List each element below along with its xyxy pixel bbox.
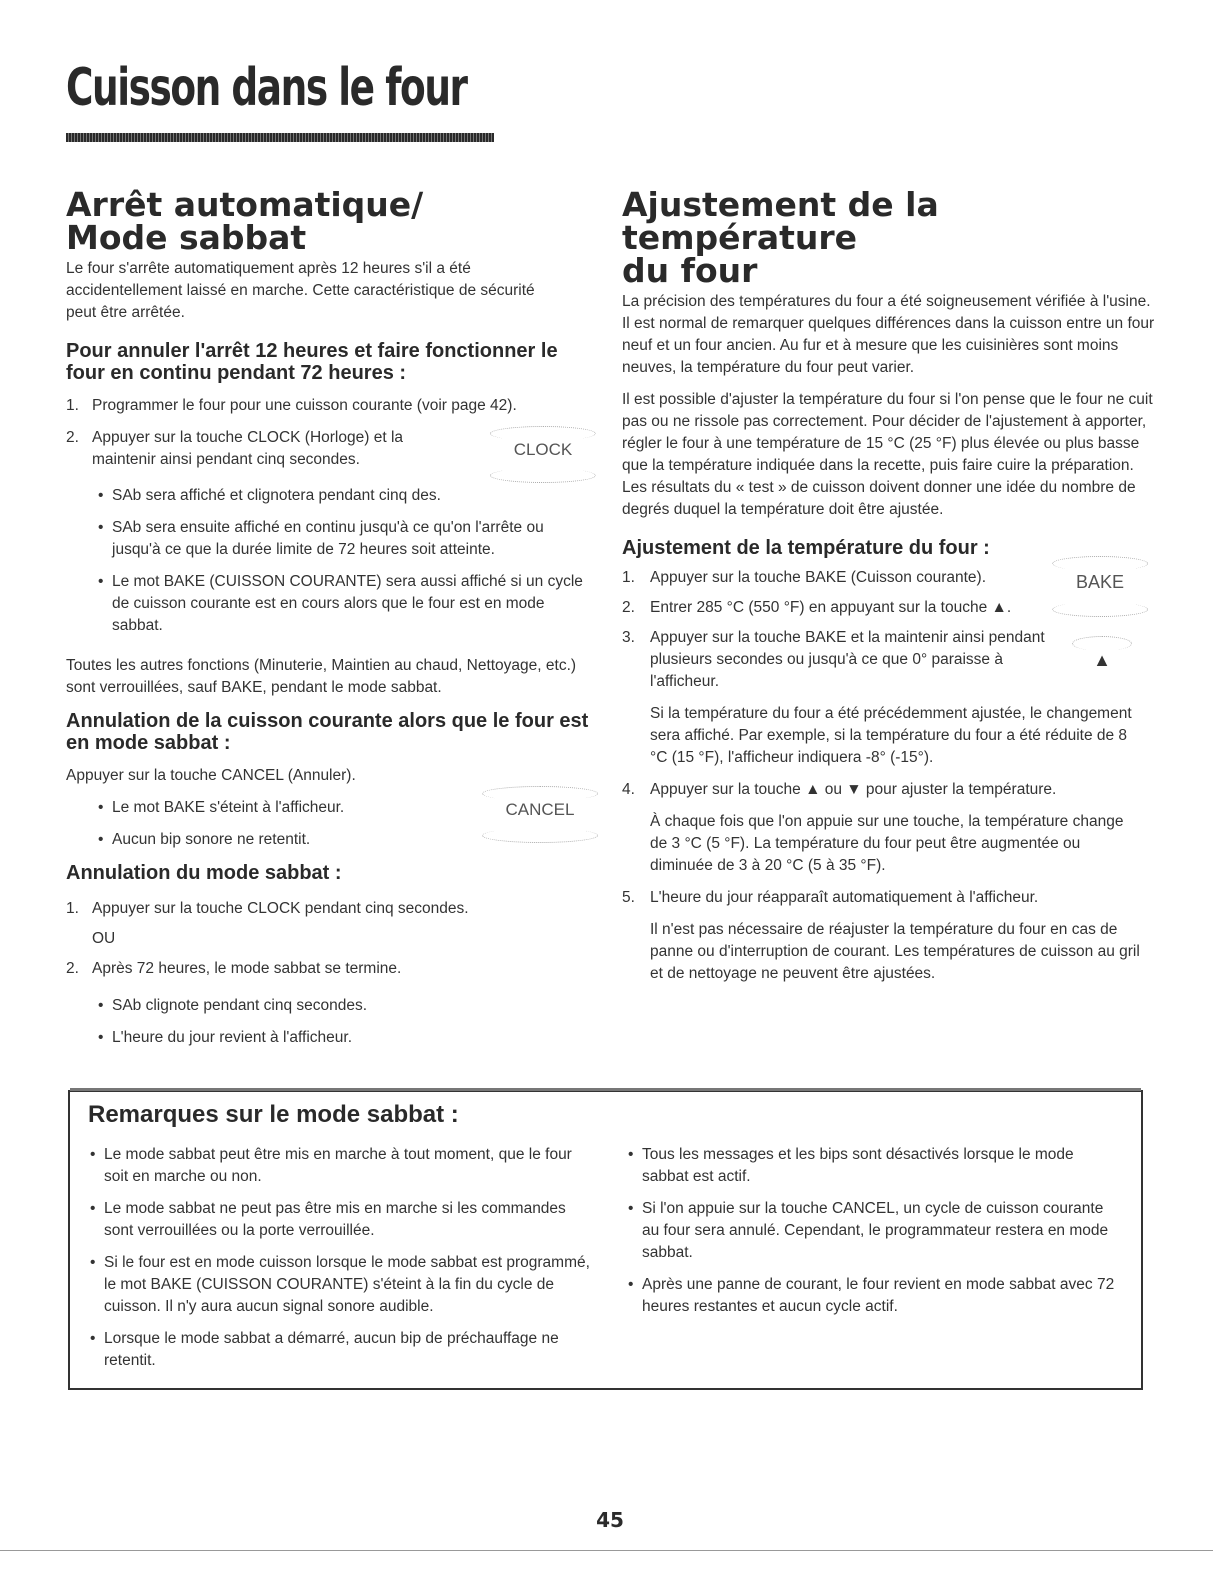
list-item: 2. Appuyer sur la touche CLOCK (Horloge) et la maintenir ainsi pendant cinq secondes. [66, 429, 404, 468]
list-item-text: Appuyer sur la touche CLOCK (Horloge) et la maintenir ainsi pendant cinq secondes. [92, 429, 404, 468]
sub-heading-cancel-bake: Annulation de la cuisson courante alors que le four est en mode sabbat : [66, 710, 589, 754]
list-item: 3. Appuyer sur la touche BAKE et la maintenir ainsi pendant plusieurs secondes ou jusqu'à ce que 0° paraisse à l'afficheur. [622, 629, 1045, 690]
list-item: • SAb sera ensuite affiché en continu jusqu'à ce qu'on l'arrête ou jusqu'à ce que la durée limite de 72 heures soit atteinte. [112, 517, 592, 561]
right-heading-line1: Ajustement de la température [622, 185, 939, 257]
left-intro: Le four s'arrête automatiquement après 12 heures s'il a été accidentellement laissé en marche. Cette caractéristique de sécurité peut être arrêtée. [66, 260, 535, 321]
list-item: • Tous les messages et les bips sont désactivés lorsque le mode sabbat est actif. [642, 1144, 1122, 1188]
list-item: • Le mot BAKE (CUISSON COURANTE) sera aussi affiché si un cycle de cuisson courante est en cours alors que le four est en mode sabbat. [112, 571, 592, 637]
sub-heading-cancel-sabbath: Annulation du mode sabbat : [66, 862, 342, 884]
list-item: • Si le four est en mode cuisson lorsque le mode sabbat est programmé, le mot BAKE (CUISSON COURANTE) s'éteint à la fin du cycle de cuisson. Il n'y aura aucun signal sonore audible. [104, 1252, 594, 1318]
step5-note: Il n'est pas nécessaire de réajuster la température du four en cas de panne ou d'interruption de courant. Les températures de cuisson au gril et de nettoyage ne peuvent être ajustées. [650, 921, 1140, 982]
cancel-instruction: Appuyer sur la touche CANCEL (Annuler). [66, 767, 356, 784]
step4-note: À chaque fois que l'on appuie sur une touche, la température change de 3 °C (5 °F). La température du four peut être augmentée ou diminuée de 3 à 20 °C (5 à 35 °F). [650, 813, 1124, 874]
list-item: • L'heure du jour revient à l'afficheur. [112, 1027, 532, 1049]
left-heading-line2: Mode sabbat [66, 218, 307, 257]
list-item-text: Appuyer sur la touche ▲ ou ▼ pour ajuster la température. [650, 781, 1057, 798]
up-arrow-key-icon [1080, 640, 1124, 671]
sub-heading-temp-adjust: Ajustement de la température du four : [622, 537, 990, 559]
bake-key-icon [1060, 560, 1140, 593]
clock-key-icon [498, 430, 588, 460]
list-item: • SAb clignote pendant cinq secondes. [112, 995, 532, 1017]
page-number: 45 [596, 1508, 624, 1532]
right-heading [622, 185, 1162, 290]
cancel-key-label: CANCEL [505, 800, 575, 819]
bullet-list-3 [112, 995, 532, 1049]
list-item: 5. L'heure du jour réapparaît automatiquement à l'afficheur. [622, 889, 1039, 906]
step-list-2 [66, 898, 586, 980]
list-item: 2. Entrer 285 °C (550 °F) en appuyant sur la touche ▲. [622, 599, 1012, 616]
list-item: • Après une panne de courant, le four revient en mode sabbat avec 72 heures restantes et aucun cycle actif. [642, 1274, 1122, 1318]
left-heading [66, 185, 596, 257]
right-para-1: La précision des températures du four a été soigneusement vérifiée à l'usine. Il est normal de remarquer quelques différences dans la cuisson entre un four neuf et un four ancien. Au fur et à mesure que les cuisinières sont moins neuves, la température du four peut varier. [622, 293, 1155, 376]
left-heading-line1: Arrêt automatique/ [66, 185, 424, 224]
up-arrow-glyph: ▲ [1093, 650, 1111, 670]
list-item: • Lorsque le mode sabbat a démarré, aucun bip de préchauffage ne retentit. [104, 1328, 594, 1372]
list-item-text: Appuyer sur la touche BAKE et la maintenir ainsi pendant plusieurs secondes ou jusqu'à ce que 0° paraisse à l'afficheur. [650, 629, 1045, 690]
list-item: 4. Appuyer sur la touche ▲ ou ▼ pour ajuster la température. [622, 781, 1057, 798]
bottom-divider [0, 1550, 1213, 1551]
list-item-text: L'heure du jour réapparaît automatiquement à l'afficheur. [650, 889, 1039, 906]
bullet-list-2 [112, 797, 472, 851]
temp-step-list [622, 567, 1142, 985]
list-item-text: Entrer 285 °C (550 °F) en appuyant sur la touche ▲. [650, 599, 1012, 616]
sub-heading-cancel-12h: Pour annuler l'arrêt 12 heures et faire fonctionner le four en continu pendant 72 heures : [66, 340, 558, 384]
locked-functions-text: Toutes les autres fonctions (Minuterie, Maintien au chaud, Nettoyage, etc.) sont verrouillées, sauf BAKE, pendant le mode sabbat. [66, 657, 577, 696]
clock-key-label: CLOCK [513, 440, 573, 459]
list-item: 1. Appuyer sur la touche BAKE (Cuisson courante). [622, 569, 987, 586]
or-label: OU [92, 930, 116, 947]
cancel-key-icon [490, 790, 590, 820]
notes-title: Remarques sur le mode sabbat : [88, 1101, 459, 1128]
step3-note: Si la température du four a été précédemment ajustée, le changement sera affiché. Par exemple, si la température du four a été réduite de 8 °C (15 °F), l'afficheur indiquera -8° (-15°). [650, 705, 1132, 766]
list-item: • Si l'on appuie sur la touche CANCEL, un cycle de cuisson courante au four sera annulé. Cependant, le programmateur restera en mode sabbat. [642, 1198, 1122, 1264]
bake-key-label: BAKE [1075, 572, 1125, 592]
sabbath-notes-box [68, 1090, 1143, 1390]
list-item: 2. Après 72 heures, le mode sabbat se termine. [66, 960, 402, 977]
right-para-2: Il est possible d'ajuster la température du four si l'on pense que le four ne cuit pas ou ne rissole pas correctement. Pour décider de l'ajustement à apporter, régler le four à une température de 15 °C (25 °F) plus élevée ou plus basse que la température indiquée dans la recette, puis faire cuire la préparation. Les résultats du « test » de cuisson doivent donner une idée du nombre de degrés duquel la température doit être ajustée. [622, 391, 1153, 518]
list-item: • Aucun bip sonore ne retentit. [112, 829, 472, 851]
list-item: 1. Appuyer sur la touche CLOCK pendant cinq secondes. [66, 900, 469, 917]
list-item-text: Appuyer sur la touche CLOCK pendant cinq secondes. [92, 900, 469, 917]
list-item: • SAb sera affiché et clignotera pendant cinq des. [112, 485, 592, 507]
list-item-text: Appuyer sur la touche BAKE (Cuisson courante). [650, 569, 987, 586]
list-item: • Le mode sabbat ne peut pas être mis en marche si les commandes sont verrouillées ou la porte verrouillée. [104, 1198, 594, 1242]
list-item: • Le mode sabbat peut être mis en marche à tout moment, que le four soit en marche ou non. [104, 1144, 594, 1188]
page-title: Cuisson dans le four [66, 58, 467, 118]
title-underline [66, 133, 494, 142]
list-item: • Le mot BAKE s'éteint à l'afficheur. [112, 797, 472, 819]
left-column [66, 185, 596, 324]
right-column [622, 185, 1162, 521]
list-item-text: Programmer le four pour une cuisson courante (voir page 42). [92, 397, 517, 414]
list-item: 1. Programmer le four pour une cuisson courante (voir page 42). [66, 397, 517, 414]
notes-right-list [642, 1144, 1122, 1318]
notes-left-list [104, 1144, 594, 1372]
bullet-list-1 [112, 485, 592, 637]
right-heading-line2: du four [622, 251, 758, 290]
list-item-text: Après 72 heures, le mode sabbat se termine. [92, 960, 402, 977]
